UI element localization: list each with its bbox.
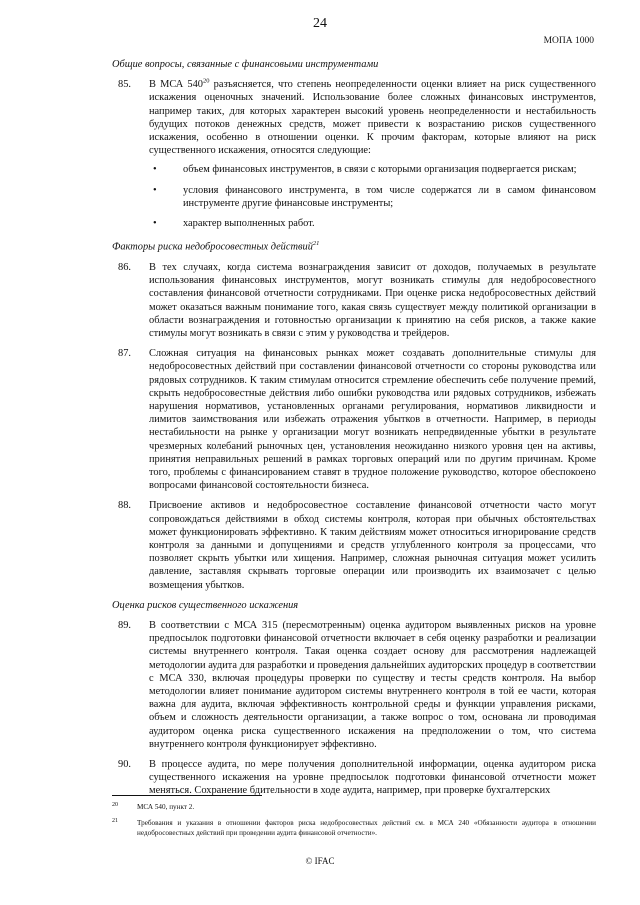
footnote-text: МСА 540, пункт 2. <box>137 803 195 811</box>
footnote-ref: 20 <box>203 77 210 85</box>
paragraph-text: В МСА 540 <box>149 79 204 91</box>
paragraph-text: Сложная ситуация на финансовых рынках может создавать дополнительные стимулы для недобросовестных действий при составлении финансовой отчетности со стороны руководства или рядовых сотрудников. К таким стимулам относится стремление обеспечить себе получение премий, скрыть недобросовестные действия либо ошибки руководства или рядовых сотрудников, избежать нарушения нормативов, установленных органами регулирования, нормативов ликвидности и лимитов заимствования или избежать отражения убытков в отчетности. Например, в периоды нестабильности на рынке у организации могут возникать непредвиденные убытки в результате чрезмерных колебаний рыночных цен, установления неожиданно низкого уровня цен на активы, принятия неправильных решений в рамках торговых операций или по другим причинам. Кроме того, проблемы с финансированием ставят в трудное положение руководство, которое обеспокоено вопросами финансовой состоятельности бизнеса. <box>149 348 596 492</box>
paragraph-87 <box>112 347 596 492</box>
paragraph-number: 88. <box>118 500 131 512</box>
paragraph-text: В процессе аудита, по мере получения дополнительной информации, оценка аудитором риска существенного искажения на уровне предпосылок подготовки финансовой отчетности может меняться. Сохранение бдительности в ходе аудита, например, при проверке бухгалтерских <box>149 759 596 797</box>
document-code: МОПА 1000 <box>543 36 594 46</box>
paragraph-85 <box>112 78 596 230</box>
copyright-footer: © IFAC <box>305 856 335 866</box>
bullet-item: • условия финансового инструмента, в том числе содержатся ли в самом финансовом инструменте другие финансовые инструменты; <box>149 184 596 210</box>
footnote-ref: 21 <box>312 240 320 248</box>
paragraph-text: разъясняется, что степень неопределенности оценки влияет на риск существенного искажения оценочных значений. Использование более сложных финансовых инструментов, например таких, для которых характерен высокий уровень неопределенности и нестабильность будущих потоков денежных средств, может привести к возрастанию рисков существенного искажения, особенно в отношении оценки. К прочим факторам, которые влияют на риск существенного искажения, относятся следующие: <box>149 79 596 157</box>
bullet-list <box>149 163 596 230</box>
paragraph-86 <box>112 261 596 340</box>
page-body <box>112 58 596 805</box>
paragraph-text: Присвоение активов и недобросовестное составление финансовой отчетности часто могут сопровождаться действиями в обход системы контроля, которая при обычных обстоятельствах может функционировать эффективно. К таким действиям может относиться игнорирование средств контроля за данными и допущениями и средств углубленного контроля за процессами, что позволяет скрыть убытки или хищения. Например, сложная рыночная ситуация может усилить давление, заставляя скрывать торговые операции или производить их взаимозачет с целью возмещения убытков. <box>149 500 596 591</box>
paragraph-number: 87. <box>118 348 131 360</box>
footnote-number: 20 <box>112 802 118 808</box>
section-heading: Общие вопросы, связанные с финансовыми инструментами <box>112 59 379 70</box>
paragraph-88 <box>112 499 596 591</box>
paragraph-number: 89. <box>118 619 131 631</box>
paragraph-number: 90. <box>118 759 131 771</box>
footnote-number: 21 <box>112 818 118 824</box>
footnote-text: Требования и указания в отношении факторов риска недобросовестных действий см. в МСА 240 «Обязанности аудитора в отношении недобросовестных действий при проведении аудита финансовой отчетности». <box>137 819 596 837</box>
footnote <box>112 818 596 838</box>
footnote <box>112 802 596 812</box>
bullet-item: • объем финансовых инструментов, в связи с которыми организация подвергается рискам; <box>149 163 596 176</box>
bullet-item: • характер выполненных работ. <box>149 217 596 230</box>
section-heading: Факторы риска недобросовестных действий$^{21}$ <box>112 240 320 253</box>
paragraph-text: В тех случаях, когда система вознаграждения зависит от доходов, получаемых в результате использования финансовых инструментов, могут возникать стимулы для недобросовестного составления финансовой отчетности сотрудниками. При оценке риска недобросовестных действий может оказаться важным понимание того, какая связь существует между политикой организации в области вознаграждения и готовностью организации к принятию на себя рисков, а также какие стимулы могут возникать в связи с этим у руководства и трейдеров. <box>149 261 596 339</box>
paragraph-90 <box>112 758 596 798</box>
paragraph-89 <box>112 619 596 751</box>
footnote-separator <box>112 795 262 796</box>
paragraph-text: В соответствии с МСА 315 (пересмотренным) оценка аудитором выявленных рисков на уровне предпосылок подготовки финансовой отчетности включает в себя оценку разработки и реализации системы внутреннего контроля. Такая оценка создает основу для рассмотрения надлежащей методологии аудита для разработки и проведения дальнейших аудиторских процедур в соответствии с МСА 330, включая процедуры проверки по существу и тесты средств контроля. На выбор методологии влияет понимание аудитором системы внутреннего контроля в той ее части, которая важна для аудита, включая эффективность контрольной среды и функции управления рисками, объем и сложность деятельности организации, а также вопрос о том, основана ли проводимая аудитором оценка риска существенного искажения на предположении о том, что система внутреннего контроля функционирует эффективно. <box>149 619 596 750</box>
footnotes <box>112 802 596 844</box>
paragraph-number: 86. <box>118 261 131 273</box>
section-heading: Оценка рисков существенного искажения <box>112 599 299 611</box>
paragraph-number: 85. <box>118 79 131 91</box>
page-number: 24 <box>313 16 327 31</box>
